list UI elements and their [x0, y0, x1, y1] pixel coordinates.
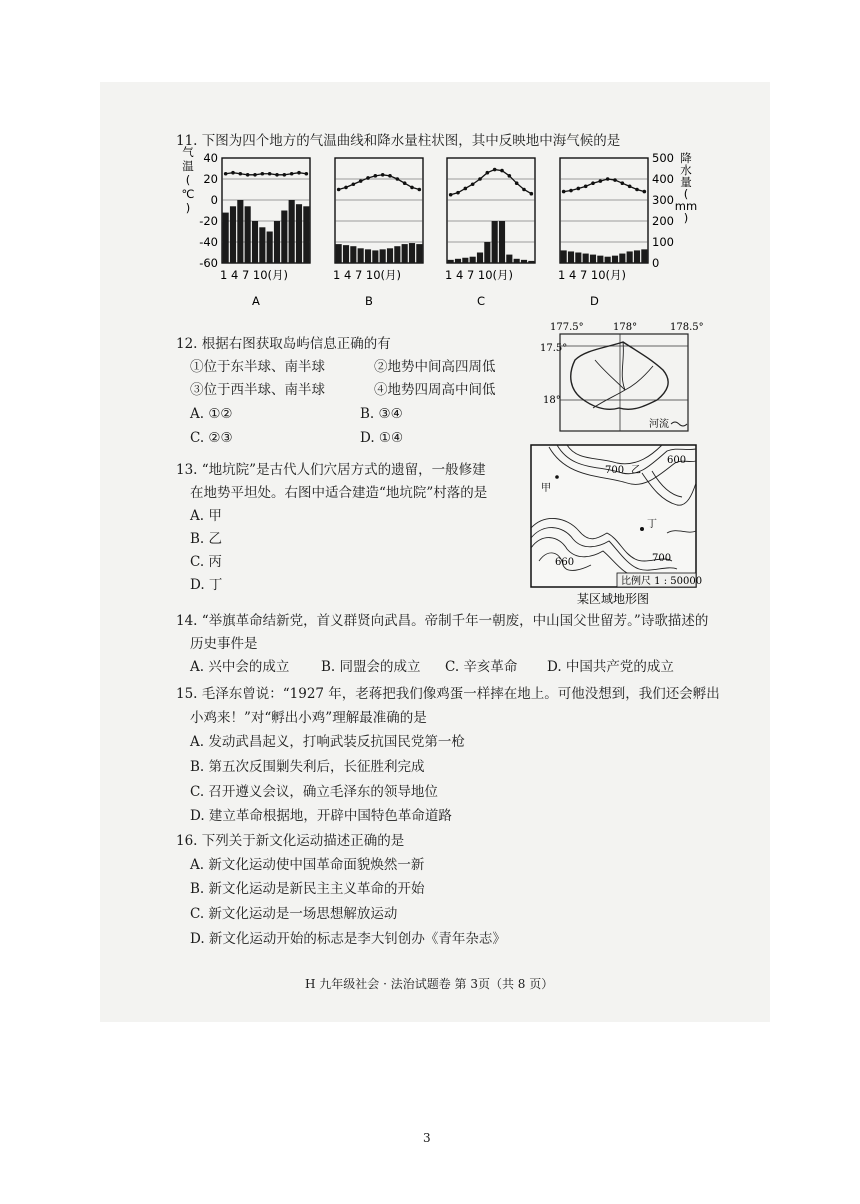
chart-frame — [447, 158, 535, 263]
precip-bar — [612, 256, 618, 263]
x-axis-label: 1 4 7 10(月) — [558, 268, 627, 282]
temp-axis-label: 气 — [182, 145, 194, 159]
climate-charts-figure — [180, 145, 700, 320]
precip-axis-label: 量 — [680, 175, 692, 189]
map-lon-label: 178° — [613, 322, 638, 333]
temp-point — [388, 174, 392, 178]
temp-point — [515, 181, 519, 185]
temp-point — [643, 190, 647, 194]
precip-bar — [416, 244, 422, 263]
q16-stem: 16. 下列关于新文化运动描述正确的是 — [176, 833, 405, 849]
precip-bar — [230, 206, 236, 263]
temp-tick-label: 40 — [203, 151, 218, 165]
precip-bar — [561, 250, 567, 263]
q14-stem-line1: 14. “举旗革命结新党，首义群贤向武昌。帝制千年一朝废，中山国父世留芳。”诗歌描述的 — [176, 613, 709, 629]
river-line — [622, 342, 625, 390]
terrain-contour-map — [527, 443, 702, 608]
precip-tick-label: 500 — [652, 151, 674, 165]
river-legend-symbol — [671, 422, 687, 426]
q14-option-a[interactable]: A. 兴中会的成立 — [190, 659, 290, 675]
temp-curve — [451, 170, 532, 195]
q12-option-c[interactable]: C. ②③ — [190, 430, 233, 446]
temp-point — [253, 173, 257, 177]
precip-bar — [484, 242, 490, 263]
precip-bar — [296, 204, 302, 263]
temp-point — [396, 177, 400, 181]
q13-option-b[interactable]: B. 乙 — [190, 531, 223, 547]
precip-bar — [575, 253, 581, 264]
precip-bar — [597, 256, 603, 263]
q14-stem-line2: 历史事件是 — [190, 636, 258, 652]
precip-bar — [634, 250, 640, 263]
point-label: 甲 — [541, 483, 551, 494]
precip-bar — [281, 211, 287, 264]
chart-label: C — [477, 294, 486, 308]
temp-point — [522, 188, 526, 192]
river-line — [625, 366, 653, 390]
temp-point — [471, 182, 475, 186]
temp-point — [621, 181, 625, 185]
page-footer: H 九年级社会 · 法治试题卷 第 3页（共 8 页） — [305, 977, 554, 991]
q12-stem: 12. 根据右图获取岛屿信息正确的有 — [176, 336, 391, 352]
precip-tick-label: 100 — [652, 235, 674, 249]
river-line — [595, 360, 625, 390]
q12-statement-4: ④地势四周高中间低 — [374, 382, 496, 398]
q13-option-a[interactable]: A. 甲 — [190, 508, 222, 524]
precip-axis-label: ) — [683, 211, 689, 225]
temp-point — [268, 172, 272, 176]
temp-point — [403, 181, 407, 185]
temp-point — [410, 186, 414, 190]
temp-point — [366, 176, 370, 180]
q15-option-d[interactable]: D. 建立革命根据地，开辟中国特色革命道路 — [190, 808, 452, 824]
temp-tick-label: -40 — [199, 235, 218, 249]
temp-point — [530, 192, 534, 196]
precip-bar — [514, 259, 520, 263]
temp-curve — [564, 179, 645, 192]
temp-point — [500, 169, 504, 173]
precip-bar — [641, 249, 647, 263]
precip-bar — [583, 254, 589, 263]
precip-bar — [605, 257, 611, 263]
chart-label: A — [252, 294, 260, 308]
precip-bar — [499, 221, 505, 263]
x-axis-label: 1 4 7 10(月) — [445, 268, 514, 282]
chart-label: B — [365, 294, 373, 308]
temp-point — [464, 187, 468, 191]
temp-point — [381, 173, 385, 177]
precip-bar — [409, 243, 415, 263]
temp-curve — [339, 175, 420, 190]
precip-bar — [274, 221, 280, 263]
temp-point — [584, 185, 588, 189]
precip-bar — [336, 244, 342, 263]
precip-bar — [252, 221, 258, 263]
x-axis-label: 1 4 7 10(月) — [333, 268, 402, 282]
precip-bar — [267, 232, 273, 264]
precip-bar — [350, 246, 356, 263]
temp-point — [577, 187, 581, 191]
temp-point — [305, 172, 309, 176]
precip-tick-label: 200 — [652, 214, 674, 228]
temp-point — [290, 172, 294, 176]
contour-value: 700 — [605, 465, 625, 476]
map-lat-label: 17.5° — [540, 343, 568, 354]
temp-point — [418, 188, 422, 192]
precip-bar — [448, 260, 454, 263]
temp-tick-label: 20 — [203, 172, 218, 186]
q14-option-b[interactable]: B. 同盟会的成立 — [321, 659, 421, 675]
q12-option-a[interactable]: A. ①② — [190, 406, 233, 422]
temp-point — [275, 173, 279, 177]
precip-bar — [237, 200, 243, 263]
map-lon-label: 177.5° — [550, 322, 584, 333]
contour-value: 600 — [667, 455, 687, 466]
chart-frame — [560, 158, 648, 263]
precip-bar — [303, 206, 309, 263]
temp-point — [297, 171, 301, 175]
q15-stem-line2: 小鸡来！”对“孵出小鸡”理解最准确的是 — [190, 710, 427, 726]
q13-stem-line2: 在地势平坦处。右图中适合建造“地坑院”村落的是 — [190, 485, 488, 501]
precip-bar — [394, 246, 400, 263]
temp-point — [599, 179, 603, 183]
temp-point — [606, 177, 610, 181]
precip-axis-label: mm — [674, 199, 698, 213]
q12-statement-2: ②地势中间高四周低 — [374, 359, 496, 375]
map-title: 某区域地形图 — [577, 592, 650, 606]
temp-point — [486, 171, 490, 175]
point-marker — [640, 527, 644, 531]
temp-point — [493, 168, 497, 172]
precip-tick-label: 0 — [652, 256, 660, 270]
temp-point — [613, 178, 617, 182]
temp-axis-label: ℃ — [181, 187, 195, 201]
island-coastline — [571, 342, 668, 409]
precip-axis-label: ( — [683, 187, 689, 201]
island-map — [535, 320, 705, 435]
precip-tick-label: 400 — [652, 172, 674, 186]
contour-value: 660 — [555, 557, 575, 568]
precip-bar — [455, 259, 461, 263]
precip-bar — [387, 248, 393, 263]
temp-point — [591, 181, 595, 185]
map-lat-label: 18° — [543, 395, 561, 406]
point-marker — [555, 475, 559, 479]
precip-bar — [245, 206, 251, 263]
q14-option-d[interactable]: D. 中国共产党的成立 — [547, 659, 674, 675]
precip-bar — [590, 255, 596, 263]
q16-option-a[interactable]: A. 新文化运动使中国革命面貌焕然一新 — [190, 857, 425, 873]
temp-point — [456, 191, 460, 195]
precip-bar — [627, 251, 633, 263]
precip-bar — [223, 213, 229, 263]
precip-bar — [568, 251, 574, 263]
page-number: 3 — [423, 1131, 431, 1145]
temp-point — [344, 186, 348, 190]
q15-option-a[interactable]: A. 发动武昌起义，打响武装反抗国民党第一枪 — [190, 734, 465, 750]
q16-option-b[interactable]: B. 新文化运动是新民主主义革命的开始 — [190, 881, 425, 897]
q16-option-c[interactable]: C. 新文化运动是一场思想解放运动 — [190, 906, 398, 922]
precip-axis-label: 降 — [680, 151, 692, 165]
temp-point — [246, 173, 250, 177]
chart-label: D — [590, 294, 599, 308]
temp-tick-label: -20 — [199, 214, 218, 228]
q16-option-d[interactable]: D. 新文化运动开始的标志是李大钊创办《青年杂志》 — [190, 931, 506, 947]
precip-bar — [506, 255, 512, 263]
temp-point — [337, 188, 341, 192]
temp-point — [224, 172, 228, 176]
q15-stem-line1: 15. 毛泽东曾说：“1927 年，老蒋把我们像鸡蛋一样摔在地上。可他没想到，我们还会孵出 — [176, 686, 720, 702]
temp-point — [508, 174, 512, 178]
precip-bar — [462, 258, 468, 263]
temp-point — [478, 177, 482, 181]
temp-point — [635, 188, 639, 192]
q12-statement-3: ③位于西半球、南半球 — [190, 382, 325, 398]
contour-value: 700 — [652, 553, 672, 564]
temp-point — [562, 190, 566, 194]
map-lon-label: 178.5° — [670, 322, 704, 333]
map-legend-label: 河流 — [649, 419, 669, 430]
q12-statement-1: ①位于东半球、南半球 — [190, 359, 325, 375]
precip-axis-label: 水 — [680, 163, 692, 177]
temp-point — [628, 185, 632, 189]
q11-stem: 11. 下图为四个地方的气温曲线和降水量柱状图，其中反映地中海气候的是 — [176, 133, 621, 149]
temp-curve — [226, 173, 307, 175]
precip-bar — [521, 260, 527, 263]
q15-option-b[interactable]: B. 第五次反围剿失利后，长征胜利完成 — [190, 759, 425, 775]
q13-stem-line1: 13. “地坑院”是古代人们穴居方式的遗留，一般修建 — [176, 462, 486, 478]
map-scale: 比例尺 1 : 50000 — [621, 576, 703, 587]
temp-point — [261, 172, 265, 176]
temp-point — [231, 171, 235, 175]
q15-option-c[interactable]: C. 召开遵义会议，确立毛泽东的领导地位 — [190, 784, 438, 800]
temp-axis-label: 温 — [182, 159, 194, 173]
point-label: 乙 — [631, 465, 641, 476]
temp-point — [239, 172, 243, 176]
q12-option-d[interactable]: D. ①④ — [360, 430, 404, 446]
q14-option-c[interactable]: C. 辛亥革命 — [445, 659, 518, 675]
precip-bar — [259, 227, 265, 263]
temp-point — [359, 179, 363, 183]
q13-option-d[interactable]: D. 丁 — [190, 577, 223, 593]
point-label: 丁 — [647, 519, 657, 530]
q13-option-c[interactable]: C. 丙 — [190, 554, 222, 570]
temp-tick-label: -60 — [199, 256, 218, 270]
temp-tick-label: 0 — [210, 193, 218, 207]
precip-bar — [477, 253, 483, 264]
x-axis-label: 1 4 7 10(月) — [220, 268, 289, 282]
temp-point — [352, 182, 356, 186]
precip-bar — [372, 250, 378, 263]
temp-point — [374, 174, 378, 178]
precip-bar — [380, 249, 386, 263]
precip-bar — [358, 248, 364, 263]
temp-point — [283, 173, 287, 177]
precip-bar — [528, 261, 534, 263]
temp-point — [449, 193, 453, 197]
temp-axis-label: ) — [185, 201, 191, 215]
temp-point — [569, 189, 573, 193]
precip-tick-label: 300 — [652, 193, 674, 207]
precip-bar — [289, 200, 295, 263]
precip-bar — [343, 245, 349, 263]
precip-bar — [402, 244, 408, 263]
temp-axis-label: ( — [185, 173, 191, 187]
precip-bar — [619, 254, 625, 263]
precip-bar — [470, 257, 476, 263]
precip-bar — [365, 249, 371, 263]
precip-bar — [492, 221, 498, 263]
q12-option-b[interactable]: B. ③④ — [360, 406, 403, 422]
